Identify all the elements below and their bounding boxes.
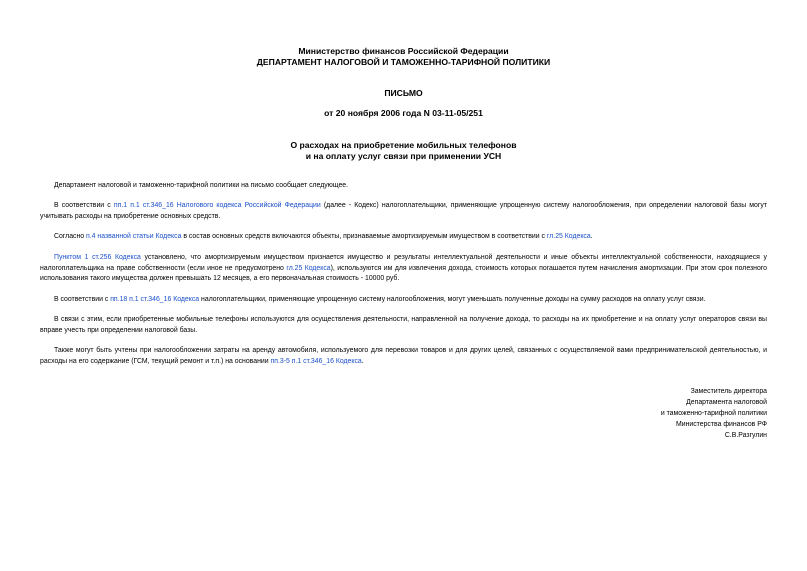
paragraph-text: Также могут быть учтены при налогообложении затраты на аренду автомобиля, используемого для перевозки товаров и для других целей, связанных с осуществляемой вами предпринимательской деятельностью, и расходы на его содержание (ГСМ, текущий ремонт и т.п.) на основании	[40, 347, 767, 365]
document-date-number: от 20 ноября 2006 года N 03-11-05/251	[324, 108, 483, 118]
document-type: ПИСЬМО	[384, 88, 423, 98]
paragraph-text: В соответствии с	[54, 202, 114, 209]
paragraph-text: в состав основных средств включаются объекты, признаваемые амортизируемым имуществом в соответствии с	[181, 233, 547, 240]
signature-line: Департамента налоговой	[686, 398, 767, 406]
paragraph-text: Согласно	[54, 233, 87, 240]
paragraph-6	[40, 315, 767, 336]
link-chapter-25[interactable]: гл.25 Кодекса	[546, 233, 591, 240]
paragraph-text: установлено, что амортизируемым имуществом признается имущество и результаты интеллектуальной деятельности и иные объекты интеллектуальной собственности, находящиеся у налогоплательщика на праве собственности (если иное не предусмотрено	[40, 254, 767, 272]
paragraph-5	[40, 295, 767, 306]
paragraph-text: .	[590, 233, 593, 240]
subject-line-1: О расходах на приобретение мобильных телефонов	[290, 140, 517, 150]
ministry-title: Министерство финансов Российской Федерации	[298, 46, 509, 56]
link-pp18-st346-16[interactable]: пп.18 п.1 ст.346_16 Кодекса	[110, 296, 200, 303]
signature-block	[567, 387, 767, 442]
paragraph-2	[40, 201, 767, 222]
department-title: ДЕПАРТАМЕНТ НАЛОГОВОЙ И ТАМОЖЕННО-ТАРИФНОЙ ПОЛИТИКИ	[256, 57, 551, 67]
paragraph-1	[40, 181, 767, 192]
link-p1-st256[interactable]: Пунктом 1 ст.256 Кодекса	[54, 254, 141, 261]
paragraph-7	[40, 346, 767, 367]
subject-line-2: и на оплату услуг связи при применении УСН	[305, 151, 502, 161]
link-pp3-5-st346-16[interactable]: пп.3-5 п.1 ст.346_16 Кодекса	[270, 357, 362, 365]
paragraph-text: .	[361, 357, 364, 365]
signature-line: Заместитель директора	[690, 388, 767, 395]
paragraph-text: (далее - Кодекс) налогоплательщики, применяющие упрощенную систему налогообложения, при определении налоговой базы могут учитывать расходы на приобретение основных средств.	[40, 202, 767, 220]
paragraph-text: В связи с этим, если приобретенные мобильные телефоны используются для осуществления деятельности, направленной на получение дохода, то расходы на их приобретение и на оплату услуг операторов связи вы вправе учесть при определении налоговой базы.	[40, 316, 767, 334]
paragraph-text: налогоплательщики, применяющие упрощенную систему налогообложения, могут уменьшать полученные доходы на сумму расходов на оплату услуг связи.	[199, 296, 706, 303]
link-p4-article[interactable]: п.4 названной статьи Кодекса	[86, 233, 182, 240]
paragraph-text: Департамент налоговой и таможенно-тарифной политики на письмо сообщает следующее.	[54, 182, 349, 189]
link-chapter-25[interactable]: гл.25 Кодекса	[286, 264, 331, 272]
paragraph-text: ), используются им для извлечения дохода, стоимость которых погашается путем начисления амортизации. При этом срок полезного использования такого имущества должен превышать 12 месяцев, а его первоначальная стоимость - 10000 руб.	[40, 264, 767, 283]
paragraph-text: В соответствии с	[54, 296, 111, 303]
signature-line: и таможенно-тарифной политики	[660, 409, 767, 417]
signature-name: С.В.Разгулин	[724, 431, 767, 439]
link-pp1-st346-16[interactable]: пп.1 п.1 ст.346_16 Налогового кодекса Российской Федерации	[113, 202, 321, 209]
paragraph-4	[40, 253, 767, 285]
signature-line: Министерства финансов РФ	[675, 420, 767, 428]
paragraph-3	[40, 232, 767, 243]
